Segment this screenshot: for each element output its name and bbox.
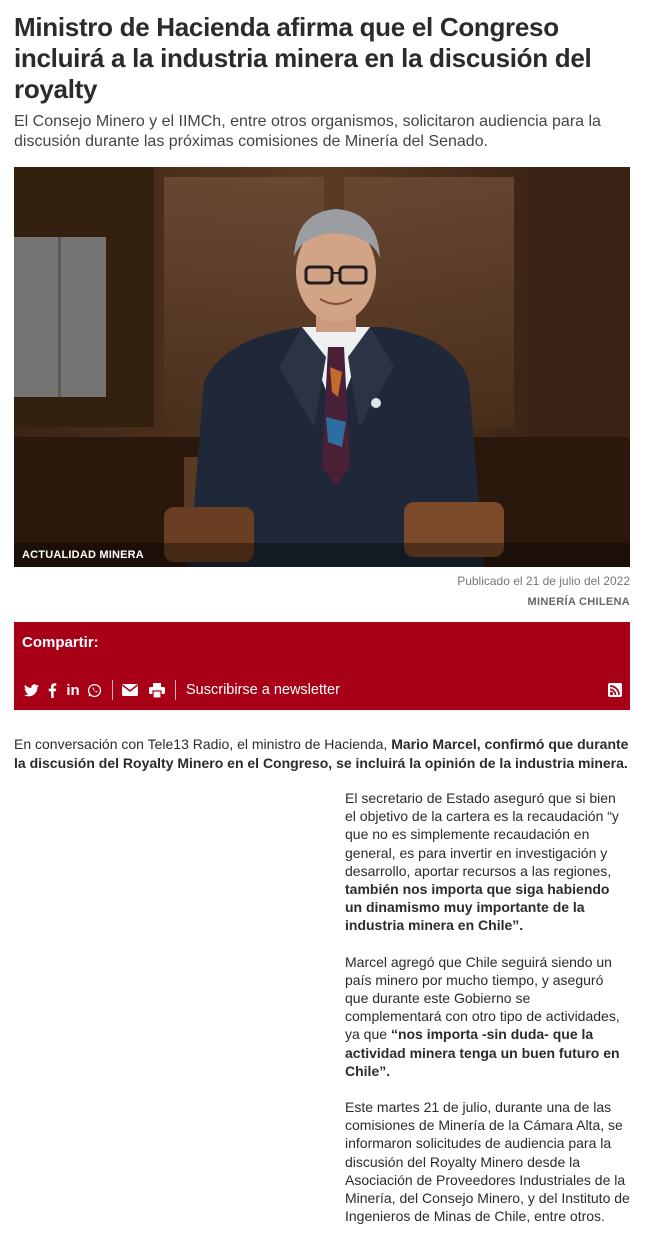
lead-text: En conversación con Tele13 Radio, el ministro de Hacienda, [14,736,392,752]
paragraph-bold-text: también nos importa que siga habiendo un dinamismo muy importante de la industria minera en Chile”. [345,881,610,934]
article-body [345,789,630,1243]
share-bar [14,622,630,710]
body-paragraph [345,953,630,1080]
email-icon[interactable] [121,681,139,699]
print-icon[interactable] [148,681,166,699]
body-paragraph [345,1098,630,1225]
newsletter-link[interactable]: Suscribirse a newsletter [186,682,340,698]
article-headline: Ministro de Hacienda afirma que el Congreso incluirá a la industria minera en la discusión del royalty [14,12,592,104]
lead-bold-text: Mario Marcel, confirmó que durante la discusión del Royalty Minero en el Congreso, se incluirá la opinión de la industria minera. [14,736,629,771]
article-lead [14,735,634,773]
article-source: MINERÍA CHILENA [527,596,630,608]
share-divider [112,680,113,700]
share-divider [175,680,176,700]
article-subheadline: El Consejo Minero y el IIMCh, entre otros organismos, solicitaron audiencia para la discusión durante las próximas comisiones de Minería del Senado. [14,113,601,150]
paragraph-text: Este martes 21 de julio, durante una de las comisiones de Minería de la Cámara Alta, se informaron solicitudes de audiencia para la discusión del Royalty Minero desde la Asociación de Proveedores Industriales de la Minería, del Consejo Minero, y del Instituto de Ingenieros de Minas de Chile, entre otros. [345,1099,630,1225]
paragraph-bold-text: “nos importa -sin duda- que la actividad minera tenga un buen futuro en Chile”. [345,1026,620,1079]
photo-credit-bar [14,543,630,567]
twitter-icon[interactable] [22,681,40,699]
publish-date: Publicado el 21 de julio del 2022 [457,574,630,588]
rss-icon[interactable] [608,683,622,697]
linkedin-icon[interactable]: in [66,681,80,699]
paragraph-text: Marcel agregó que Chile seguirá siendo un país minero por mucho tiempo, y aseguró que durante este Gobierno se complementará con otro tipo de actividades, ya que [345,953,620,1043]
body-paragraph [345,789,630,935]
photo-credit: ACTUALIDAD MINERA [22,549,144,561]
share-label: Compartir: [22,634,99,651]
whatsapp-icon[interactable] [85,681,103,699]
article-photo [14,167,630,567]
share-icons-row [22,680,340,700]
facebook-icon[interactable] [43,681,61,699]
minister-portrait-image [14,167,630,567]
paragraph-text: El secretario de Estado aseguró que si bien el objetivo de la cartera es la recaudación “y que no es simplemente recaudación en general, es para invertir en investigación y desarrollo, aportar recursos a las regiones, [345,790,619,879]
